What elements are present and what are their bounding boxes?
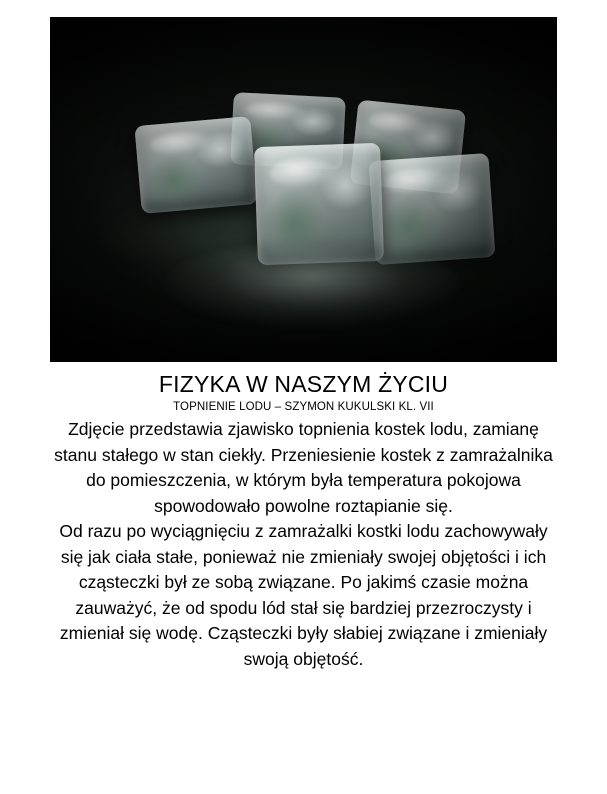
text-content: [50, 362, 557, 672]
document-page: [0, 17, 607, 794]
paragraph-1: Zdjęcie przedstawia zjawisko topnienia kostek lodu, zamianę stanu stałego w stan ciekły. Przeniesienie kostek z zamrażalnika do pomieszczenia, w którym była temperatura pokojowa spowodowało powolne roztapianie się.: [54, 419, 553, 516]
page-title: FIZYKA W NASZYM ŻYCIU: [158, 371, 449, 397]
photo-vignette: [50, 17, 557, 362]
body-text: [50, 417, 557, 672]
page-subtitle: TOPNIENIE LODU – SZYMON KUKULSKI KL. VII: [173, 401, 434, 413]
ice-cubes-photo: [50, 17, 557, 362]
paragraph-2: Od razu po wyciągnięciu z zamrażalki kostki lodu zachowywały się jak ciała stałe, ponieważ nie zmieniały swojej objętości i ich cząsteczki był ze sobą związane. Po jakimś czasie można zauważyć, że od spodu lód stał się bardziej przezroczysty i zmieniał się wodę. Cząsteczki były słabiej związane i zmieniały swoją objętość.: [59, 521, 548, 669]
photo-background: [50, 17, 557, 362]
